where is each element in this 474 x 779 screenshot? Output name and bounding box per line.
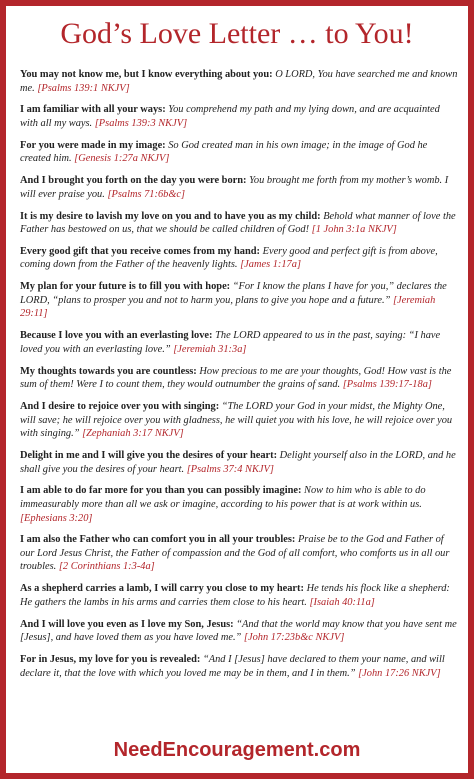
verse-item (20, 68, 458, 95)
verse-item (20, 365, 458, 392)
verse-lead: I am familiar with all your ways: (20, 104, 166, 116)
verse-reference: [Psalms 139:1 NKJV] (34, 82, 130, 94)
verse-item (20, 484, 458, 525)
verse-quote: “And that the world may know that you have sent me [Jesus], and have loved them as you have loved me.” (20, 618, 457, 644)
verse-lead: I am also the Father who can comfort you in all your troubles: (20, 534, 296, 546)
verse-quote: The LORD appeared to us in the past, saying: “I have loved you with an everlasting love.” (20, 330, 441, 355)
verse-reference: [Psalms 139:3 NKJV] (92, 117, 188, 129)
verse-lead: I am able to do far more for you than you can possibly imagine: (20, 485, 302, 497)
verse-lead: For in Jesus, my love for you is revealed: (20, 654, 201, 665)
site-watermark: NeedEncouragement.com (113, 739, 361, 761)
verse-reference: [Psalms 71:6b&c] (104, 188, 186, 200)
verse-reference: [Jeremiah 29:11] (20, 294, 436, 320)
verse-item (20, 653, 458, 680)
verse-quote: Praise be to the God and Father of our Lord Jesus Christ, the Father of compassion and the God of all comfort, who comforts us in all our troubles. (20, 534, 450, 573)
verse-lead: Delight in me and I will give you the desires of your heart: (20, 449, 278, 461)
verse-lead: Every good gift that you receive comes from my hand: (20, 245, 261, 257)
verse-reference: [Jeremiah 31:3a] (170, 343, 247, 355)
verse-quote: He tends his flock like a shepherd: He gathers the lambs in his arms and carries them close to his heart. (20, 583, 450, 608)
verse-lead: It is my desire to lavish my love on you and to have you as my child: (20, 210, 321, 222)
verse-item (20, 449, 458, 476)
verse-item (20, 533, 458, 574)
verse-quote: Behold what manner of love the Father has bestowed on us, that we should be called children of God! (20, 210, 456, 236)
verse-reference: [2 Corinthians 1:3-4a] (56, 561, 155, 573)
verse-lead: You may not know me, but I know everything about you: (20, 69, 273, 80)
verse-item (20, 280, 458, 321)
verse-quote: You brought me forth from my mother’s womb. I will ever praise you. (20, 175, 449, 200)
verse-item (20, 103, 458, 130)
verse-quote: “And I [Jesus] have declared to them your name, and will declare it, that the love with which you loved me may be in them, and I in them.” (20, 654, 445, 679)
verse-item (20, 174, 458, 201)
page-title: God’s Love Letter … to You! (60, 17, 414, 50)
verse-item (20, 618, 458, 645)
verse-quote: Now to him who is able to do immeasurably more than all we ask or imagine, according to his power that is at work within us. (20, 485, 426, 510)
verse-quote: So God created man in his own image; in the image of God he created him. (20, 139, 428, 165)
verse-lead: And I desire to rejoice over you with singing: (20, 400, 220, 412)
verse-quote: You comprehend my path and my lying down, and are acquainted with all my ways. (20, 104, 440, 129)
verse-item (20, 400, 458, 441)
verse-item (20, 245, 458, 272)
verse-lead: And I will love you even as I love my Son, Jesus: (20, 618, 234, 630)
verse-item (20, 139, 458, 166)
verse-quote: Every good and perfect gift is from above, coming down from the Father of the heavenly lights. (20, 245, 438, 271)
verse-quote: How precious to me are your thoughts, God! How vast is the sum of them! Were I to count them, they would outnumber the grains of sand. (20, 365, 452, 391)
verse-reference: [Genesis 1:27a NKJV] (71, 153, 170, 165)
verse-reference: [Psalms 139:17-18a] (340, 379, 432, 391)
verse-reference: [John 17:23b&c NKJV] (241, 632, 345, 644)
verse-list (20, 68, 458, 688)
verse-reference: [John 17:26 NKJV] (355, 667, 441, 679)
verse-reference: [James 1:17a] (237, 259, 301, 271)
verse-lead: My plan for your future is to fill you with hope: (20, 281, 231, 293)
verse-reference: [Isaiah 40:11a] (306, 596, 375, 608)
verse-quote: Delight yourself also in the LORD, and he shall give you the desires of your heart. (20, 449, 456, 475)
verse-quote: “The LORD your God in your midst, the Mighty One, will save; he will rejoice over you with gladness, he will quiet you with his love, he will rejoice over you with singing.” (20, 400, 453, 440)
letter-card (6, 6, 468, 773)
verse-reference: [1 John 3:1a NKJV] (309, 224, 397, 236)
verse-quote: “For I know the plans I have for you,” declares the LORD, “plans to prosper you and not to harm you, plans to give you hope and a future.” (20, 281, 447, 306)
verse-item (20, 329, 458, 356)
verse-reference: [Psalms 37:4 NKJV] (184, 463, 274, 475)
verse-quote: O LORD, You have searched me and known me. (20, 69, 458, 94)
verse-item (20, 582, 458, 609)
verse-reference: [Zephaniah 3:17 NKJV] (79, 428, 184, 440)
verse-lead: For you were made in my image: (20, 139, 166, 151)
verse-lead: My thoughts towards you are countless: (20, 365, 197, 377)
verse-reference: [Ephesians 3:20] (20, 512, 93, 524)
verse-lead: And I brought you forth on the day you were born: (20, 175, 247, 187)
verse-item (20, 210, 458, 237)
verse-lead: Because I love you with an everlasting love: (20, 330, 213, 342)
verse-lead: As a shepherd carries a lamb, I will carry you close to my heart: (20, 583, 304, 595)
